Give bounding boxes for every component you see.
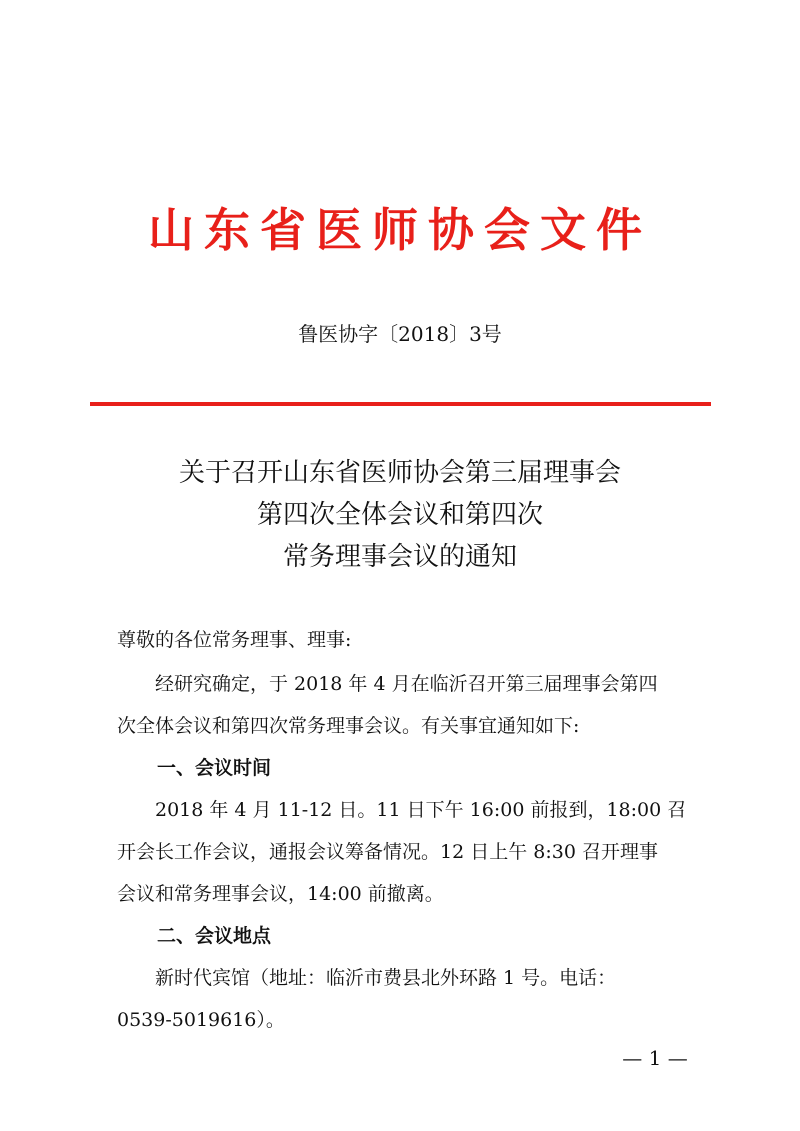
masthead-title: 山东省医师协会文件: [148, 203, 652, 257]
section-time-line-2: 开会长工作会议，通报会议筹备情况。12 日上午 8:30 召开理事: [117, 841, 658, 863]
page-number: — 1 —: [622, 1046, 688, 1070]
document-number: 鲁医协字〔2018〕3号: [298, 322, 502, 346]
section-time-line-1: 2018 年 4 月 11-12 日。11 日下午 16:00 前报到，18:00 召: [117, 799, 687, 821]
notice-title-line-1: 关于召开山东省医师协会第三届理事会: [178, 458, 621, 488]
intro-paragraph-line-2: 次全体会议和第四次常务理事会议。有关事宜通知如下:: [117, 715, 580, 737]
section-heading-time: 一、会议时间: [157, 757, 272, 779]
notice-title: [0, 452, 800, 578]
section-heading-location: 二、会议地点: [157, 925, 272, 947]
salutation: 尊敬的各位常务理事、理事:: [117, 629, 352, 651]
notice-title-line-3: 常务理事会议的通知: [282, 542, 517, 572]
notice-title-line-2: 第四次全体会议和第四次: [256, 500, 543, 530]
section-location-line-1: 新时代宾馆（地址：临沂市费县北外环路 1 号。电话：: [117, 967, 617, 989]
section-time-line-3: 会议和常务理事会议，14:00 前撤离。: [117, 883, 444, 905]
intro-paragraph-line-1: 经研究确定，于 2018 年 4 月在临沂召开第三届理事会第四: [117, 673, 658, 695]
red-divider-line: [90, 402, 711, 406]
section-location-line-2: 0539-5019616）。: [117, 1009, 285, 1031]
